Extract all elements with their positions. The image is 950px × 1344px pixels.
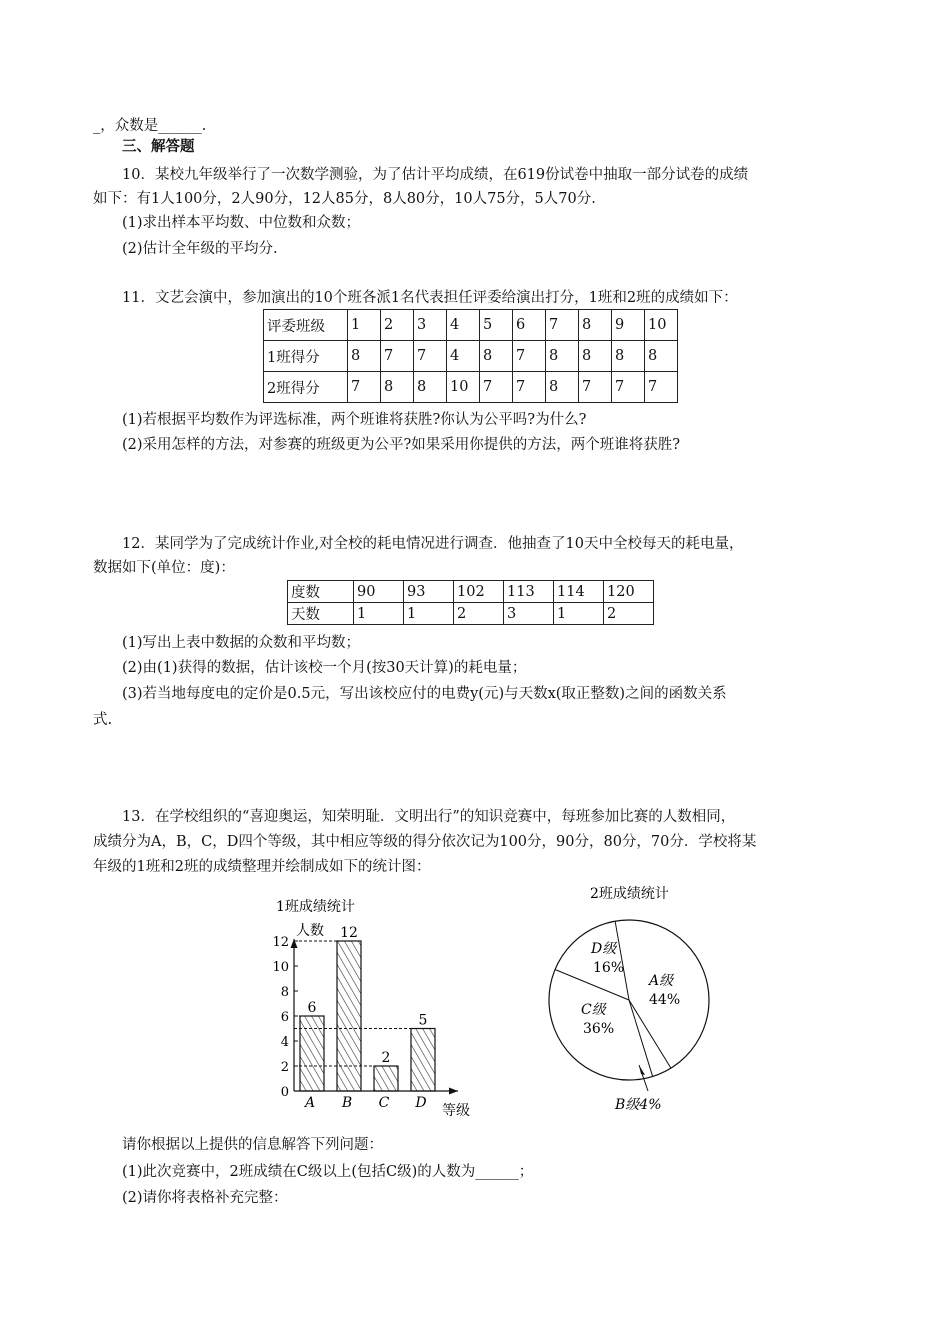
- y-tick-label: 0: [280, 1085, 289, 1100]
- table-cell: 度数: [288, 581, 354, 603]
- bar-value-label: 12: [340, 925, 358, 941]
- y-tick-label: 4: [280, 1035, 289, 1050]
- q10-sub1: (1)求出样本平均数、中位数和众数；: [122, 215, 361, 231]
- table-cell: 8: [546, 341, 579, 372]
- q12-line1: 12．某同学为了完成统计作业,对全校的耗电情况进行调查．他抽查了10天中全校每天的耗电量，: [122, 536, 744, 552]
- table-cell: 7: [480, 372, 513, 403]
- table-cell: 3: [414, 310, 447, 341]
- table-cell: 7: [612, 372, 645, 403]
- q11-sub1: (1)若根据平均数作为评选标准，两个班谁将获胜?你认为公平吗?为什么?: [122, 412, 587, 428]
- y-tick-label: 12: [272, 935, 289, 950]
- bar: [374, 1066, 398, 1091]
- table-cell: 8: [645, 341, 678, 372]
- y-tick-label: 10: [272, 960, 289, 975]
- table-cell: 114: [554, 581, 604, 603]
- table-cell: 6: [513, 310, 546, 341]
- table-row: [288, 603, 654, 625]
- table-cell: 8: [612, 341, 645, 372]
- table-cell: 8: [414, 372, 447, 403]
- table-cell: 2班得分: [264, 372, 348, 403]
- q10-line1: 10．某校九年级举行了一次数学测验，为了估计平均成绩，在619份试卷中抽取一部分试卷的成绩: [122, 167, 749, 183]
- bar-value-label: 2: [381, 1050, 391, 1066]
- y-tick-label: 6: [280, 1010, 289, 1025]
- x-axis-arrow: [449, 1088, 458, 1095]
- table-cell: 8: [348, 341, 381, 372]
- q12-sub1: (1)写出上表中数据的众数和平均数；: [122, 635, 361, 651]
- q13-line1: 13．在学校组织的“喜迎奥运，知荣明耻．文明出行”的知识竞赛中，每班参加比赛的人数相同，: [122, 809, 736, 825]
- q13-sub2: (2)请你将表格补充完整：: [122, 1190, 288, 1206]
- y-tick-label: 8: [280, 985, 289, 1000]
- q12-sub3-cont: 式.: [93, 712, 113, 728]
- table-row: [264, 310, 678, 341]
- bar-value-label: 5: [418, 1012, 428, 1029]
- table-cell: 10: [447, 372, 480, 403]
- table-cell: 113: [504, 581, 554, 603]
- category-label: D: [415, 1095, 427, 1111]
- pie-callout-b: B级4%: [615, 1097, 662, 1113]
- table-cell: 评委班级: [264, 310, 348, 341]
- table-cell: 1: [354, 603, 404, 625]
- table-cell: 90: [354, 581, 404, 603]
- table-cell: 8: [579, 310, 612, 341]
- table-row: [288, 581, 654, 603]
- pie-label-a: A级: [649, 973, 674, 989]
- table-cell: 4: [447, 310, 480, 341]
- q12-sub3: (3)若当地每度电的定价是0.5元，写出该校应付的电费y(元)与天数x(取正整数)之间的函数关系: [122, 686, 727, 702]
- y-tick-label: 2: [280, 1060, 289, 1075]
- class2-pie-chart: [545, 882, 745, 1122]
- section-title: 三、解答题: [122, 138, 195, 155]
- table-cell: 7: [645, 372, 678, 403]
- table-cell: 7: [513, 372, 546, 403]
- bar: [300, 1016, 324, 1091]
- table-cell: 7: [579, 372, 612, 403]
- table-cell: 5: [480, 310, 513, 341]
- q11-table: [263, 309, 678, 403]
- q13-line2: 成绩分为A，B，C，D四个等级，其中相应等级的得分依次记为100分，90分，80分，70分．学校将某: [93, 834, 757, 850]
- table-cell: 2: [604, 603, 654, 625]
- table-cell: 93: [404, 581, 454, 603]
- table-cell: 7: [381, 341, 414, 372]
- table-cell: 8: [546, 372, 579, 403]
- pie-label-c: C级: [581, 1002, 606, 1018]
- table-row: [264, 341, 678, 372]
- pie-chart-title: 2班成绩统计: [590, 886, 669, 902]
- y-axis-arrow: [291, 939, 298, 948]
- pie-pct-c: 36%: [583, 1021, 615, 1037]
- table-cell: 7: [546, 310, 579, 341]
- table-cell: 天数: [288, 603, 354, 625]
- table-cell: 7: [414, 341, 447, 372]
- bar: [337, 941, 361, 1091]
- class1-bar-chart: [262, 895, 492, 1125]
- q10-line2: 如下：有1人100分，2人90分，12人85分，8人80分，10人75分，5人70分.: [93, 191, 596, 207]
- bar-chart-title: 1班成绩统计: [276, 899, 355, 915]
- table-cell: 120: [604, 581, 654, 603]
- bar-chart-xlabel: 等级: [442, 1103, 470, 1119]
- table-cell: 10: [645, 310, 678, 341]
- q13-line3: 年级的1班和2班的成绩整理并绘制成如下的统计图：: [93, 859, 431, 875]
- table-cell: 9: [612, 310, 645, 341]
- table-cell: 102: [454, 581, 504, 603]
- bar-chart-ylabel: 人数: [296, 923, 324, 939]
- q11-line1: 11．文艺会演中，参加演出的10个班各派1名代表担任评委给演出打分，1班和2班的成绩如下：: [122, 290, 738, 306]
- pie-label-d: D级: [591, 941, 617, 957]
- category-label: B: [341, 1095, 353, 1111]
- table-cell: 2: [381, 310, 414, 341]
- q13-after: 请你根据以上提供的信息解答下列问题：: [122, 1137, 383, 1153]
- table-cell: 8: [480, 341, 513, 372]
- bar: [411, 1029, 435, 1092]
- table-cell: 3: [504, 603, 554, 625]
- bar-value-label: 6: [307, 1000, 317, 1016]
- table-row: [264, 372, 678, 403]
- table-cell: 8: [381, 372, 414, 403]
- q10-sub2: (2)估计全年级的平均分.: [122, 241, 278, 257]
- pie-pct-d: 16%: [593, 960, 625, 976]
- q12-sub2: (2)由(1)获得的数据，估计该校一个月(按30天计算)的耗电量；: [122, 660, 527, 676]
- pie-pct-a: 44%: [649, 992, 681, 1008]
- q13-sub1: (1)此次竞赛中，2班成绩在C级以上(包括C级)的人数为______；: [122, 1164, 534, 1180]
- table-cell: 1: [404, 603, 454, 625]
- table-cell: 8: [579, 341, 612, 372]
- table-cell: 1班得分: [264, 341, 348, 372]
- table-cell: 4: [447, 341, 480, 372]
- top-answer-line: _，众数是______.: [93, 118, 207, 134]
- q12-line2: 数据如下(单位：度)：: [93, 560, 235, 576]
- table-cell: 7: [348, 372, 381, 403]
- table-cell: 1: [554, 603, 604, 625]
- category-label: C: [378, 1095, 390, 1111]
- table-cell: 7: [513, 341, 546, 372]
- q11-sub2: (2)采用怎样的方法，对参赛的班级更为公平?如果采用你提供的方法，两个班谁将获胜?: [122, 437, 681, 453]
- q12-table: [287, 580, 654, 625]
- table-cell: 2: [454, 603, 504, 625]
- table-cell: 1: [348, 310, 381, 341]
- category-label: A: [304, 1095, 316, 1111]
